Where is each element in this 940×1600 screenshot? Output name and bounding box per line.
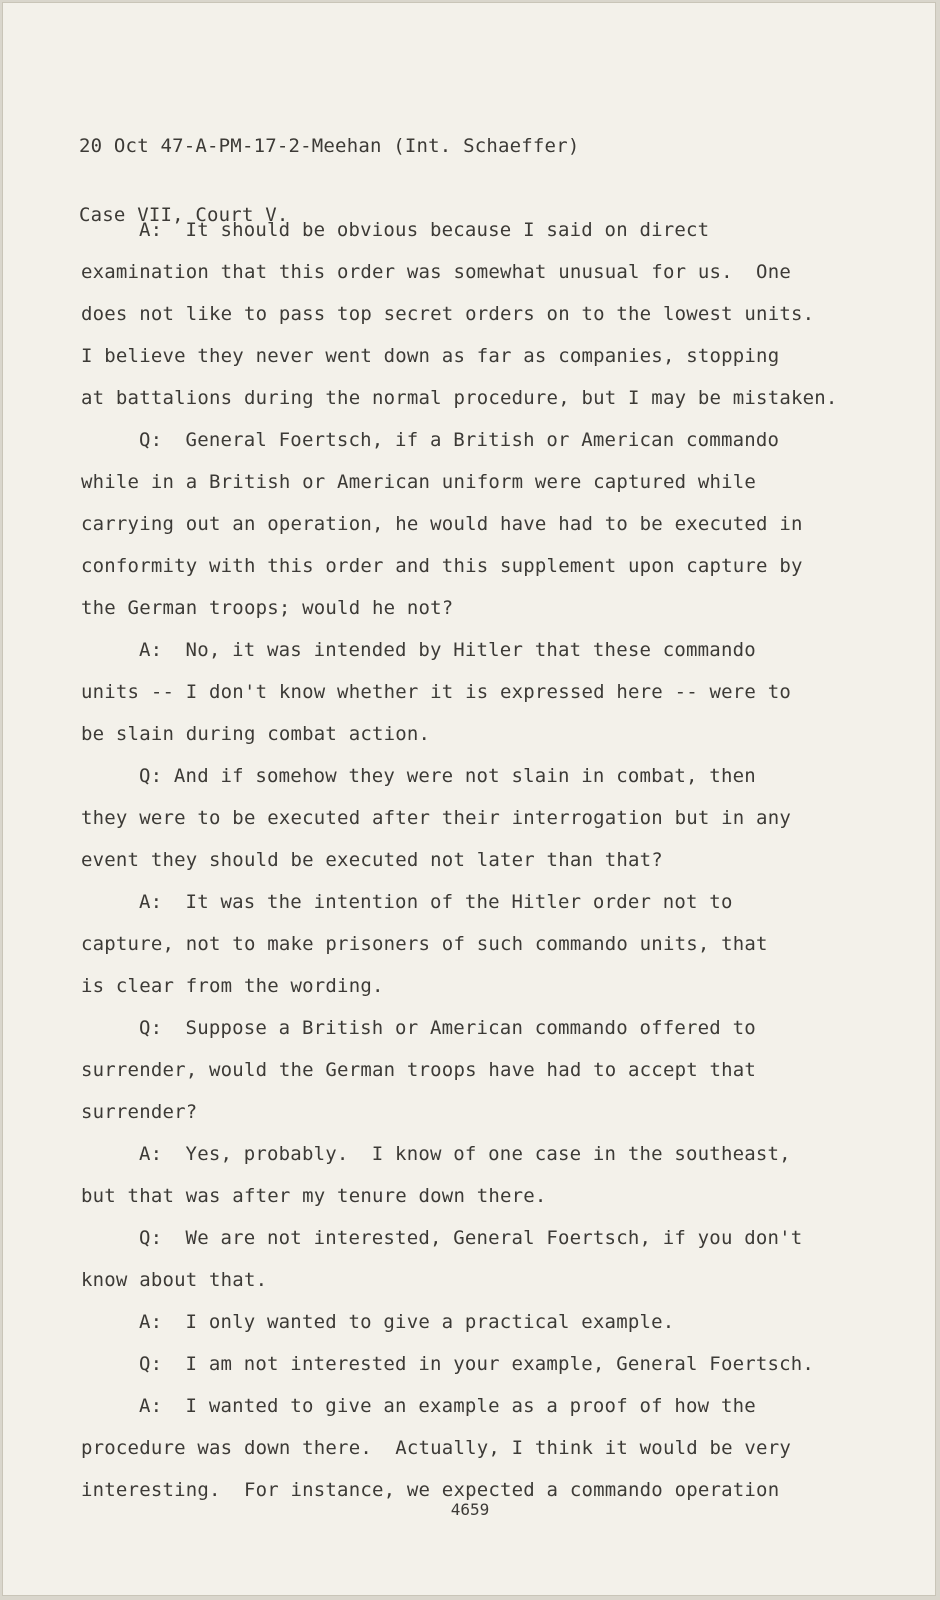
transcript-line: surrender? [81, 1101, 198, 1123]
transcript-line: A: No, it was intended by Hitler that these commando [139, 639, 756, 661]
transcript-line: Q: General Foertsch, if a British or American commando [139, 429, 780, 451]
transcript-line: does not like to pass top secret orders on to the lowest units. [81, 303, 815, 325]
transcript-line: units -- I don't know whether it is expressed here -- were to [81, 681, 791, 703]
transcript-line: know about that. [81, 1269, 268, 1291]
transcript-line: but that was after my tenure down there. [81, 1185, 547, 1207]
transcript-line: interesting. For instance, we expected a commando operation [81, 1479, 780, 1501]
transcript-line: A: It should be obvious because I said on direct [139, 219, 710, 241]
transcript-line: Q: We are not interested, General Foertsch, if you don't [139, 1227, 803, 1249]
transcript-line: capture, not to make prisoners of such commando units, that [81, 933, 768, 955]
transcript-line: Q: And if somehow they were not slain in combat, then [139, 765, 756, 787]
transcript-line: A: It was the intention of the Hitler order not to [139, 891, 733, 913]
transcript-line: while in a British or American uniform were captured while [81, 471, 757, 493]
transcript-line: the German troops; would he not? [81, 597, 454, 619]
transcript-line: at battalions during the normal procedure, but I may be mistaken. [81, 387, 838, 409]
header-case-line: Case VII, Court V. [79, 204, 289, 226]
page-number: 4659 [450, 1500, 490, 1519]
transcript-body [81, 209, 838, 1511]
transcript-line: Q: Suppose a British or American commando offered to [139, 1017, 756, 1039]
transcript-line: A: I only wanted to give a practical example. [139, 1311, 675, 1333]
transcript-line: conformity with this order and this supplement upon capture by [81, 555, 803, 577]
transcript-line: examination that this order was somewhat unusual for us. One [81, 261, 791, 283]
transcript-line: surrender, would the German troops have had to accept that [81, 1059, 757, 1081]
transcript-line: I believe they never went down as far as companies, stopping [81, 345, 780, 367]
transcript-line: be slain during combat action. [81, 723, 431, 745]
transcript-line: carrying out an operation, he would have had to be executed in [81, 513, 803, 535]
transcript-line: event they should be executed not later than that? [81, 849, 663, 871]
document-page [2, 2, 936, 1596]
transcript-line: A: I wanted to give an example as a proof of how the [139, 1395, 756, 1417]
transcript-line: Q: I am not interested in your example, General Foertsch. [139, 1353, 815, 1375]
transcript-line: they were to be executed after their interrogation but in any [81, 807, 791, 829]
transcript-line: A: Yes, probably. I know of one case in the southeast, [139, 1143, 791, 1165]
transcript-line: procedure was down there. Actually, I think it would be very [81, 1437, 791, 1459]
header-session-line: 20 Oct 47-A-PM-17-2-Meehan (Int. Schaeffer) [79, 135, 580, 157]
transcript-line: is clear from the wording. [81, 975, 384, 997]
